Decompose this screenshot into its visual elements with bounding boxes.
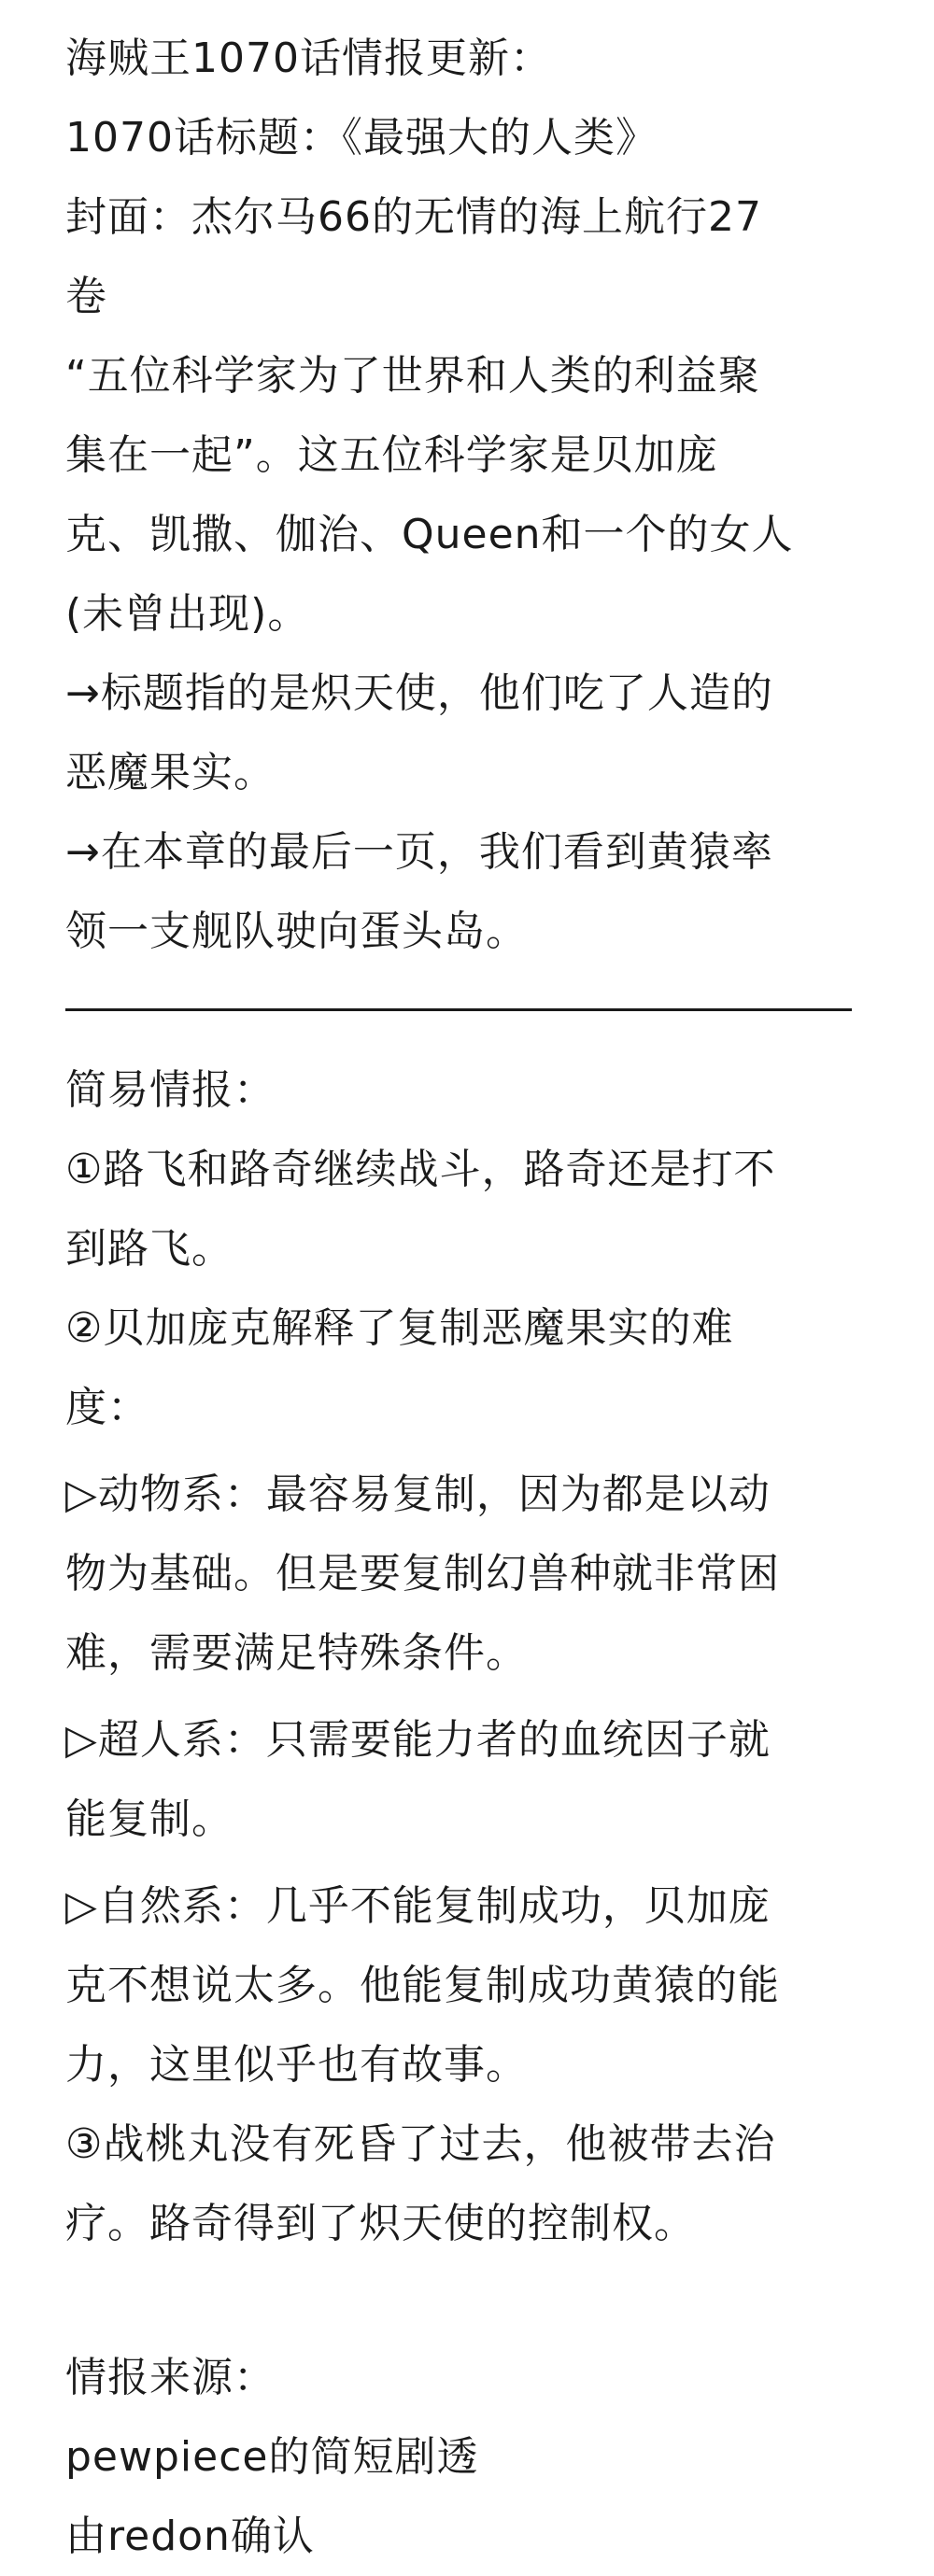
brief-point-1-line-2: 到路飞。 [65,1225,234,1273]
headline: 海贼王1070话情报更新： [65,35,552,82]
cover-line-1: 封面：杰尔马66的无情的海上航行27 [65,193,762,241]
brief-point-1-line-1: ①路飞和路奇继续战斗，路奇还是打不 [65,1146,776,1193]
logia-line-1: ▷自然系：几乎不能复制成功，贝加庞 [65,1882,771,1930]
section-divider [65,1008,852,1011]
quote-line-4: (未曾出现)。 [65,590,310,638]
brief-point-3-line-2: 疗。路奇得到了炽天使的控制权。 [65,2200,696,2247]
paramecia-line-2: 能复制。 [65,1795,234,1843]
zoan-line-2: 物为基础。但是要复制幻兽种就非常困 [65,1550,780,1598]
chapter-title: 1070话标题：《最强大的人类》 [65,114,658,162]
note-kizaru-2: 领一支舰队驶向蛋头岛。 [65,908,528,955]
quote-line-1: “五位科学家为了世界和人类的利益聚 [65,352,760,400]
brief-point-3-line-1: ③战桃丸没有死昏了过去，他被带去治 [65,2120,776,2168]
note-seraphim-2: 恶魔果实。 [65,749,276,796]
cover-line-2: 卷 [65,273,107,320]
brief-point-2-line-1: ②贝加庞克解释了复制恶魔果实的难 [65,1304,734,1352]
logia-line-3: 力，这里似乎也有故事。 [65,2041,528,2089]
source-line-1: pewpiece的简短剧透 [65,2433,479,2481]
quote-line-3: 克、凯撒、伽治、Queen和一个的女人 [65,511,794,558]
logia-line-2: 克不想说太多。他能复制成功黄猿的能 [65,1962,780,2009]
source-heading: 情报来源： [65,2354,276,2401]
brief-point-2-line-2: 度： [65,1384,149,1431]
quote-line-2: 集在一起”。这五位科学家是贝加庞 [65,431,718,479]
zoan-line-1: ▷动物系：最容易复制，因为都是以动 [65,1471,771,1518]
paramecia-line-1: ▷超人系：只需要能力者的血统因子就 [65,1716,771,1764]
brief-heading: 简易情报： [65,1066,276,1114]
note-seraphim-1: →标题指的是炽天使，他们吃了人造的 [65,669,773,717]
zoan-line-3: 难，需要满足特殊条件。 [65,1629,528,1677]
note-kizaru-1: →在本章的最后一页，我们看到黄猿率 [65,828,773,876]
source-line-2: 由redon确认 [65,2513,315,2560]
